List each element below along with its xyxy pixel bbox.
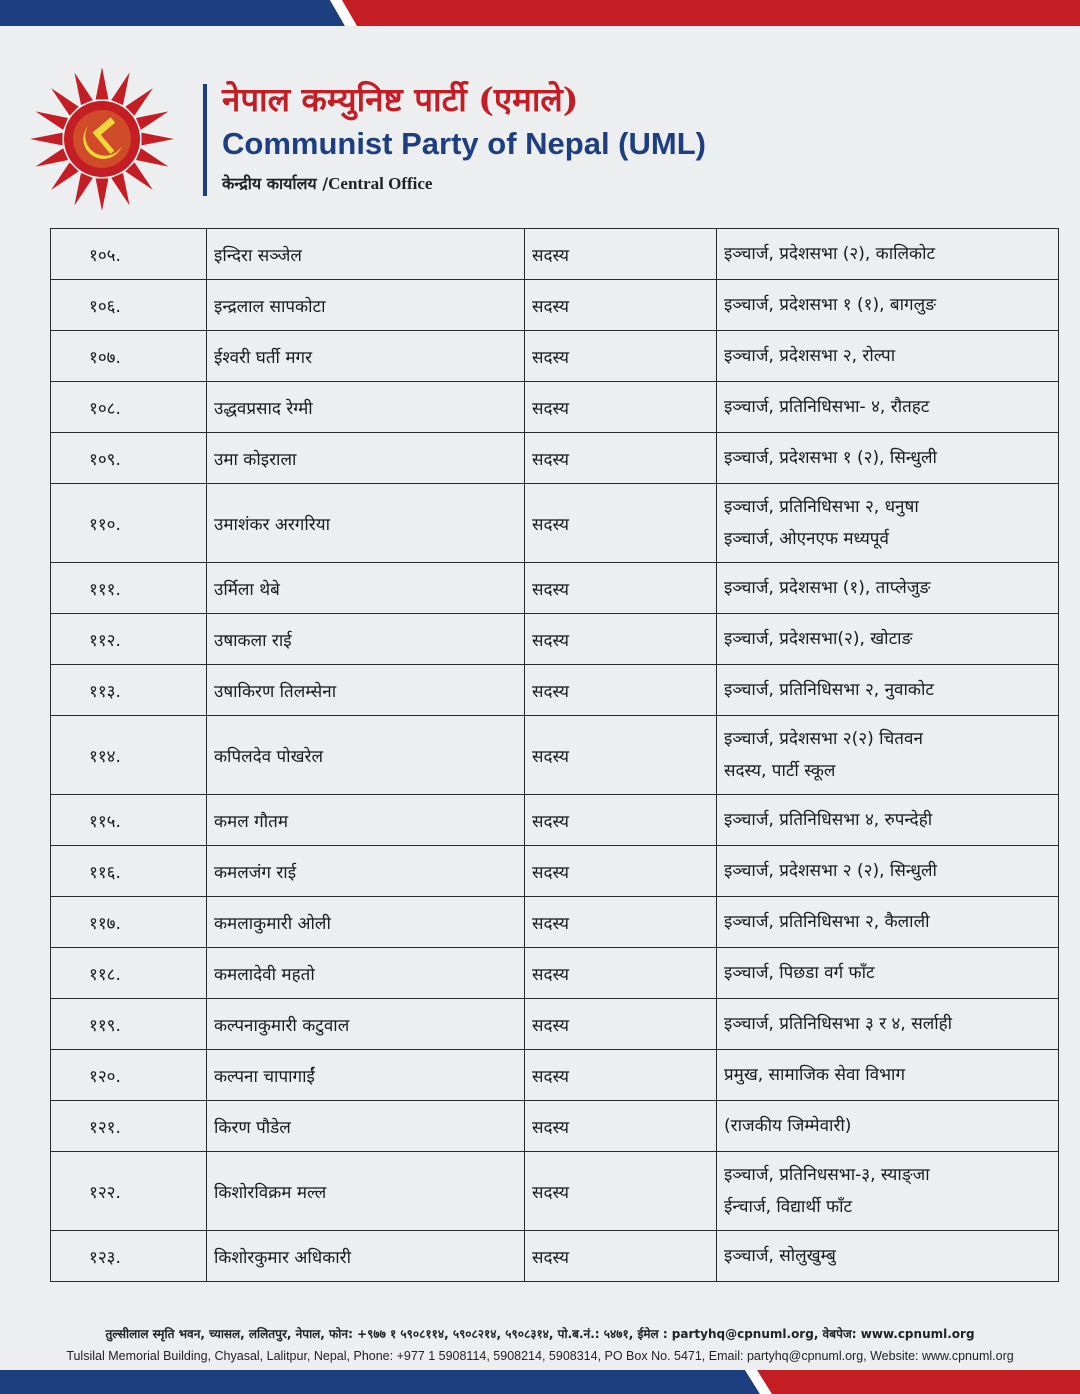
member-name-cell: उमा कोइराला xyxy=(207,433,525,484)
member-name-cell: कमलाकुमारी ओली xyxy=(207,897,525,948)
serial-number-cell: १०६. xyxy=(51,280,207,331)
member-name-cell: कल्पनाकुमारी कटुवाल xyxy=(207,999,525,1050)
responsibility-cell xyxy=(717,1050,1059,1101)
table-row xyxy=(51,382,1059,433)
office-subtitle-english: Central Office xyxy=(328,174,433,193)
responsibility-cell xyxy=(717,897,1059,948)
table-row xyxy=(51,999,1059,1050)
party-title-nepali: नेपाल कम्युनिष्ट पार्टी (एमाले) xyxy=(222,80,579,119)
responsibility-line: इञ्चार्ज, प्रतिनिधिसभा २, नुवाकोट xyxy=(724,680,934,700)
serial-number-cell: १२१. xyxy=(51,1101,207,1152)
position-cell: सदस्य xyxy=(525,484,717,563)
footer-address-nepali: तुल्सीलाल स्मृति भवन, च्यासल, ललितपुर, नेपाल, फोन: +९७७ १ ५९०८११४, ५९०८२१४, ५९०८३१४, पो.ब.नं.: ५४७१, ईमेल : partyhq@cpnuml.org, वेबपेज: www.cpnuml.org xyxy=(105,1327,975,1341)
table-row xyxy=(51,484,1059,563)
table-row xyxy=(51,846,1059,897)
table-row xyxy=(51,897,1059,948)
serial-number-cell: ११२. xyxy=(51,614,207,665)
responsibility-cell xyxy=(717,948,1059,999)
position-cell: सदस्य xyxy=(525,795,717,846)
table-row xyxy=(51,280,1059,331)
position-cell: सदस्य xyxy=(525,331,717,382)
position-cell: सदस्य xyxy=(525,716,717,795)
responsibility-cell xyxy=(717,716,1059,795)
serial-number-cell: १०७. xyxy=(51,331,207,382)
responsibility-line: इञ्चार्ज, प्रदेशसभा २ (२), सिन्धुली xyxy=(724,861,937,881)
responsibility-line: ईन्चार्ज, विद्यार्थी फाँट xyxy=(724,1197,853,1217)
responsibility-line: इञ्चार्ज, पिछडा वर्ग फाँट xyxy=(724,963,875,983)
serial-number-cell: १११. xyxy=(51,563,207,614)
position-cell: सदस्य xyxy=(525,948,717,999)
table-row xyxy=(51,563,1059,614)
serial-number-cell: १०९. xyxy=(51,433,207,484)
serial-number-cell: ११५. xyxy=(51,795,207,846)
position-cell: सदस्य xyxy=(525,1231,717,1282)
responsibility-line: इञ्चार्ज, प्रदेशसभा २(२) चितवन xyxy=(724,729,923,749)
responsibility-line: इञ्चार्ज, प्रदेशसभा (२), कालिकोट xyxy=(724,244,936,264)
responsibility-line: इञ्चार्ज, प्रतिनिधिसभा- ४, रौतहट xyxy=(724,397,930,417)
table-row xyxy=(51,1050,1059,1101)
member-name-cell: कमलजंग राई xyxy=(207,846,525,897)
header-divider xyxy=(203,84,207,196)
responsibility-cell xyxy=(717,280,1059,331)
responsibility-cell xyxy=(717,1101,1059,1152)
responsibility-line: इञ्चार्ज, ओएनएफ मध्यपूर्व xyxy=(724,529,889,549)
responsibility-cell xyxy=(717,382,1059,433)
office-subtitle-separator: / xyxy=(322,174,329,193)
table-row xyxy=(51,665,1059,716)
office-subtitle xyxy=(222,172,432,194)
position-cell: सदस्य xyxy=(525,897,717,948)
responsibility-cell xyxy=(717,795,1059,846)
table-row xyxy=(51,795,1059,846)
responsibility-cell xyxy=(717,999,1059,1050)
table-row xyxy=(51,948,1059,999)
table-row xyxy=(51,1152,1059,1231)
bottom-stripe xyxy=(0,1370,1080,1394)
responsibility-cell xyxy=(717,1231,1059,1282)
member-name-cell: उषाकिरण तिलम्सेना xyxy=(207,665,525,716)
office-subtitle-nepali: केन्द्रीय कार्यालय xyxy=(222,174,317,193)
serial-number-cell: ११०. xyxy=(51,484,207,563)
table-row xyxy=(51,1101,1059,1152)
position-cell: सदस्य xyxy=(525,999,717,1050)
member-name-cell: इन्द्रलाल सापकोटा xyxy=(207,280,525,331)
member-name-cell: उर्मिला थेबे xyxy=(207,563,525,614)
position-cell: सदस्य xyxy=(525,1101,717,1152)
table-row xyxy=(51,331,1059,382)
responsibility-line: इञ्चार्ज, प्रदेशसभा १ (२), सिन्धुली xyxy=(724,448,937,468)
member-name-cell: किशोरविक्रम मल्ल xyxy=(207,1152,525,1231)
member-name-cell: कमल गौतम xyxy=(207,795,525,846)
party-title-english: Communist Party of Nepal (UML) xyxy=(222,126,706,161)
table-row xyxy=(51,1231,1059,1282)
serial-number-cell: १२३. xyxy=(51,1231,207,1282)
table-row xyxy=(51,229,1059,280)
responsibility-cell xyxy=(717,563,1059,614)
responsibility-cell xyxy=(717,846,1059,897)
position-cell: सदस्य xyxy=(525,433,717,484)
member-name-cell: ईश्वरी घर्ती मगर xyxy=(207,331,525,382)
responsibility-cell xyxy=(717,484,1059,563)
responsibility-line: इञ्चार्ज, प्रदेशसभा(२), खोटाङ xyxy=(724,629,913,649)
member-name-cell: उद्धवप्रसाद रेग्मी xyxy=(207,382,525,433)
responsibility-line: इञ्चार्ज, प्रतिनिधिसभा ३ र ४, सर्लाही xyxy=(724,1014,953,1034)
responsibility-cell xyxy=(717,331,1059,382)
position-cell: सदस्य xyxy=(525,846,717,897)
member-name-cell: उषाकला राई xyxy=(207,614,525,665)
responsibility-line: इञ्चार्ज, प्रतिनिधिसभा २, कैलाली xyxy=(724,912,930,932)
member-name-cell: इन्दिरा सञ्जेल xyxy=(207,229,525,280)
member-name-cell: किशोरकुमार अधिकारी xyxy=(207,1231,525,1282)
serial-number-cell: १०५. xyxy=(51,229,207,280)
position-cell: सदस्य xyxy=(525,382,717,433)
responsibility-cell xyxy=(717,229,1059,280)
member-name-cell: कल्पना चापागाईं xyxy=(207,1050,525,1101)
top-stripe xyxy=(0,0,1080,26)
table-row xyxy=(51,614,1059,665)
responsibility-line: प्रमुख, सामाजिक सेवा विभाग xyxy=(724,1065,906,1085)
responsibility-cell xyxy=(717,1152,1059,1231)
responsibility-line: इञ्चार्ज, प्रदेशसभा १ (१), बागलुङ xyxy=(724,295,936,315)
position-cell: सदस्य xyxy=(525,280,717,331)
serial-number-cell: ११८. xyxy=(51,948,207,999)
footer-address-english: Tulsilal Memorial Building, Chyasal, Lalitpur, Nepal, Phone: +977 1 5908114, 5908214, 5908314, PO Box No. 5471, Email: partyhq@cpnuml.org, Website: www.cpnuml.org xyxy=(66,1349,1014,1363)
responsibility-line: इञ्चार्ज, सोलुखुम्बु xyxy=(724,1246,836,1266)
position-cell: सदस्य xyxy=(525,563,717,614)
table-row xyxy=(51,716,1059,795)
table-row xyxy=(51,433,1059,484)
responsibility-line: सदस्य, पार्टी स्कूल xyxy=(724,761,836,781)
responsibility-cell xyxy=(717,433,1059,484)
responsibility-line: इञ्चार्ज, प्रतिनिधिसभा २, धनुषा xyxy=(724,497,919,517)
serial-number-cell: ११६. xyxy=(51,846,207,897)
member-name-cell: किरण पौडेल xyxy=(207,1101,525,1152)
responsibility-cell xyxy=(717,614,1059,665)
responsibility-line: इञ्चार्ज, प्रदेशसभा (१), ताप्लेजुङ xyxy=(724,578,931,598)
member-table xyxy=(50,228,1059,1282)
position-cell: सदस्य xyxy=(525,614,717,665)
member-name-cell: उमाशंकर अरगरिया xyxy=(207,484,525,563)
serial-number-cell: १०८. xyxy=(51,382,207,433)
responsibility-line: इञ्चार्ज, प्रतिनिधिसभा ४, रुपन्देही xyxy=(724,810,933,830)
serial-number-cell: ११४. xyxy=(51,716,207,795)
position-cell: सदस्य xyxy=(525,1050,717,1101)
member-name-cell: कमलादेवी महतो xyxy=(207,948,525,999)
serial-number-cell: १२०. xyxy=(51,1050,207,1101)
serial-number-cell: १२२. xyxy=(51,1152,207,1231)
responsibility-cell xyxy=(717,665,1059,716)
member-name-cell: कपिलदेव पोखरेल xyxy=(207,716,525,795)
serial-number-cell: ११९. xyxy=(51,999,207,1050)
responsibility-line: इञ्चार्ज, प्रदेशसभा २, रोल्पा xyxy=(724,346,896,366)
position-cell: सदस्य xyxy=(525,1152,717,1231)
position-cell: सदस्य xyxy=(525,665,717,716)
responsibility-line: (राजकीय जिम्मेवारी) xyxy=(724,1116,852,1136)
position-cell: सदस्य xyxy=(525,229,717,280)
serial-number-cell: ११७. xyxy=(51,897,207,948)
hammer-sickle-sun-emblem-icon xyxy=(26,68,178,210)
responsibility-line: इञ्चार्ज, प्रतिनिधसभा-३, स्याङ्जा xyxy=(724,1165,930,1185)
serial-number-cell: ११३. xyxy=(51,665,207,716)
